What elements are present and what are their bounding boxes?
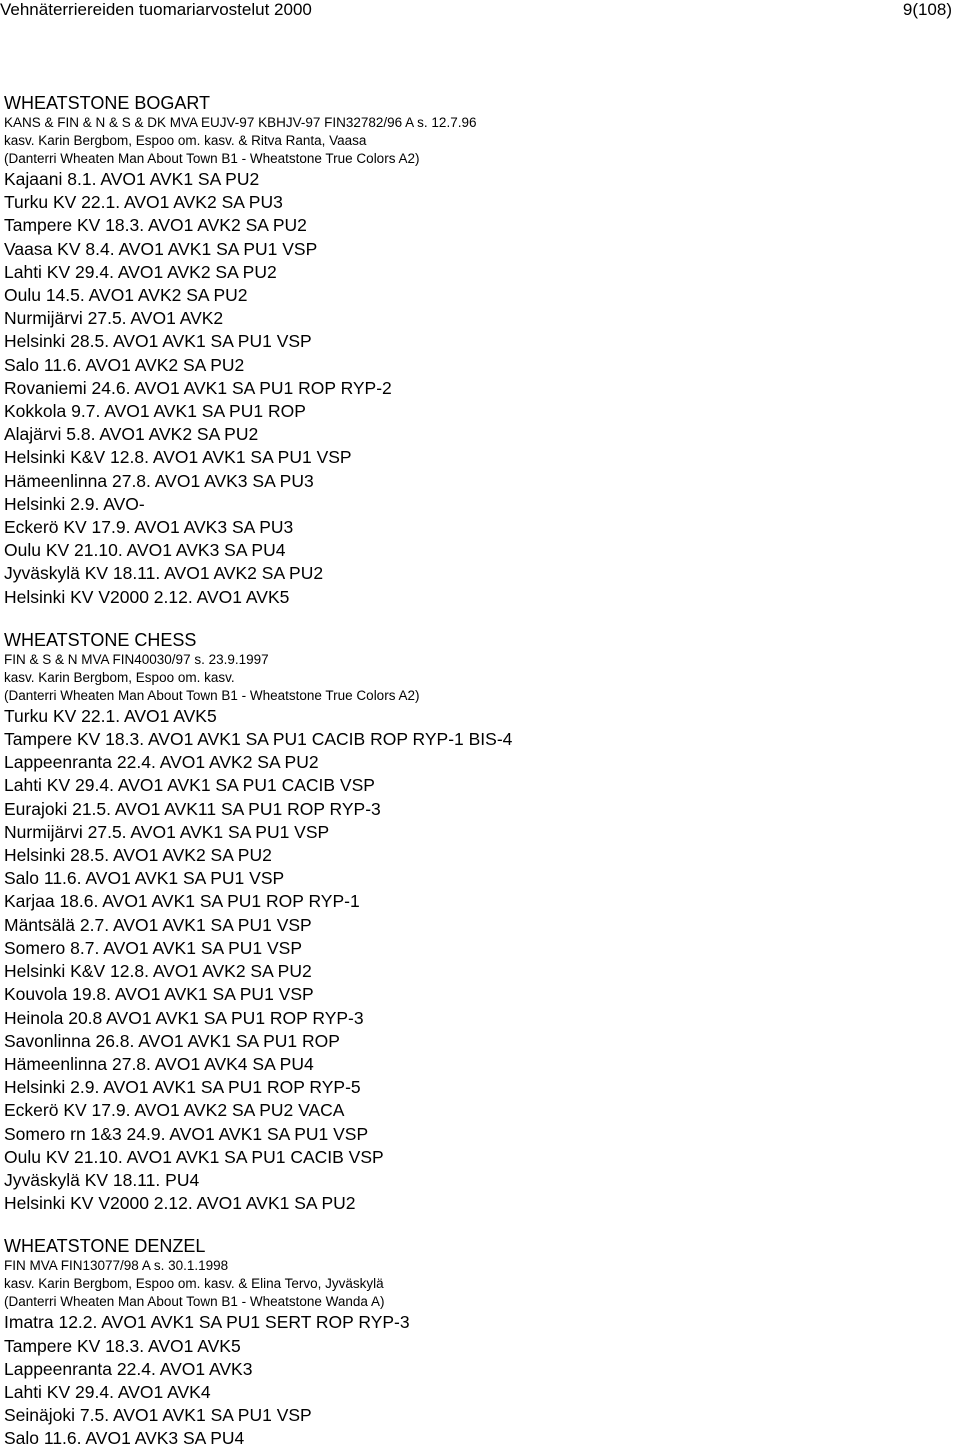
show-result: Oulu 14.5. AVO1 AVK2 SA PU2 [4,285,248,306]
show-result: Vaasa KV 8.4. AVO1 AVK1 SA PU1 VSP [4,238,318,259]
show-result: Salo 11.6. AVO1 AVK3 SA PU4 [4,1428,245,1449]
show-result: Rovaniemi 24.6. AVO1 AVK1 SA PU1 ROP RYP-2 [4,377,392,398]
dog-meta-line: FIN MVA FIN13077/98 A s. 30.1.1998 [4,1258,229,1274]
show-result: Helsinki KV V2000 2.12. AVO1 AVK5 [4,586,290,607]
show-result: Oulu KV 21.10. AVO1 AVK3 SA PU4 [4,540,286,561]
show-result: Tampere KV 18.3. AVO1 AVK2 SA PU2 [4,215,307,236]
show-result: Nurmijärvi 27.5. AVO1 AVK1 SA PU1 VSP [4,821,330,842]
show-result: Jyväskylä KV 18.11. AVO1 AVK2 SA PU2 [4,563,324,584]
dog-meta-line: kasv. Karin Bergbom, Espoo om. kasv. [4,669,235,685]
show-result: Eurajoki 21.5. AVO1 AVK11 SA PU1 ROP RYP-3 [4,798,381,819]
show-result: Jyväskylä KV 18.11. PU4 [4,1169,200,1190]
dog-meta-line: kasv. Karin Bergbom, Espoo om. kasv. & Ritva Ranta, Vaasa [4,133,367,148]
document-body [4,92,954,1451]
show-result: Oulu KV 21.10. AVO1 AVK1 SA PU1 CACIB VSP [4,1146,384,1167]
show-result: Helsinki KV V2000 2.12. AVO1 AVK1 SA PU2 [4,1193,356,1214]
show-result: Eckerö KV 17.9. AVO1 AVK3 SA PU3 [4,517,294,538]
show-result: Lappeenranta 22.4. AVO1 AVK3 [4,1358,253,1379]
show-result: Helsinki 28.5. AVO1 AVK2 SA PU2 [4,845,272,866]
show-result: Kajaani 8.1. AVO1 AVK1 SA PU2 [4,169,260,189]
show-result: Karjaa 18.6. AVO1 AVK1 SA PU1 ROP RYP-1 [4,891,360,912]
show-result: Mäntsälä 2.7. AVO1 AVK1 SA PU1 VSP [4,914,312,935]
show-result: Tampere KV 18.3. AVO1 AVK1 SA PU1 CACIB ROP RYP-1 BIS-4 [4,729,513,750]
show-result: Lahti KV 29.4. AVO1 AVK2 SA PU2 [4,261,277,282]
show-result: Kokkola 9.7. AVO1 AVK1 SA PU1 ROP [4,401,306,422]
show-result: Nurmijärvi 27.5. AVO1 AVK2 [4,308,224,329]
show-result: Kouvola 19.8. AVO1 AVK1 SA PU1 VSP [4,984,314,1005]
show-result: Helsinki 2.9. AVO1 AVK1 SA PU1 ROP RYP-5 [4,1077,361,1098]
show-result: Tampere KV 18.3. AVO1 AVK5 [4,1335,241,1356]
show-result: Helsinki K&V 12.8. AVO1 AVK1 SA PU1 VSP [4,447,352,468]
dog-name: WHEATSTONE CHESS [4,629,197,650]
dog-meta-line: FIN & S & N MVA FIN40030/97 s. 23.9.1997 [4,651,269,667]
show-result: Helsinki 28.5. AVO1 AVK1 SA PU1 VSP [4,331,312,352]
show-result: Heinola 20.8 AVO1 AVK1 SA PU1 ROP RYP-3 [4,1007,364,1028]
dog-entry [4,629,954,1215]
dog-meta-line: kasv. Karin Bergbom, Espoo om. kasv. & Elina Tervo, Jyväskylä [4,1276,384,1292]
show-result: Turku KV 22.1. AVO1 AVK2 SA PU3 [4,192,283,213]
show-result: Alajärvi 5.8. AVO1 AVK2 SA PU2 [4,424,259,445]
dog-meta-line: (Danterri Wheaten Man About Town B1 - Wheatstone True Colors A2) [4,151,420,166]
show-result: Lappeenranta 22.4. AVO1 AVK2 SA PU2 [4,752,319,773]
show-result: Seinäjoki 7.5. AVO1 AVK1 SA PU1 VSP [4,1405,312,1426]
show-result: Helsinki 2.9. AVO- [4,493,145,514]
show-result: Hämeenlinna 27.8. AVO1 AVK3 SA PU3 [4,470,314,491]
show-result: Salo 11.6. AVO1 AVK2 SA PU2 [4,354,245,375]
show-result: Lahti KV 29.4. AVO1 AVK1 SA PU1 CACIB VSP [4,775,375,796]
show-result: Eckerö KV 17.9. AVO1 AVK2 SA PU2 VACA [4,1100,345,1121]
show-result: Hämeenlinna 27.8. AVO1 AVK4 SA PU4 [4,1053,314,1074]
page-header [0,0,960,20]
show-result: Salo 11.6. AVO1 AVK1 SA PU1 VSP [4,868,285,889]
document-title: Vehnäterriereiden tuomariarvostelut 2000 [0,0,312,19]
dog-meta-line: KANS & FIN & N & S & DK MVA EUJV-97 KBHJV-97 FIN32782/96 A s. 12.7.96 [4,115,477,130]
dog-name: WHEATSTONE DENZEL [4,1236,206,1257]
show-result: Somero 8.7. AVO1 AVK1 SA PU1 VSP [4,937,302,958]
show-result: Turku KV 22.1. AVO1 AVK5 [4,705,217,726]
dog-meta-line: (Danterri Wheaten Man About Town B1 - Wheatstone Wanda A) [4,1294,385,1310]
show-result: Helsinki K&V 12.8. AVO1 AVK2 SA PU2 [4,961,312,982]
show-result: Imatra 12.2. AVO1 AVK1 SA PU1 SERT ROP RYP-3 [4,1312,410,1333]
show-result: Savonlinna 26.8. AVO1 AVK1 SA PU1 ROP [4,1030,340,1051]
dog-name: WHEATSTONE BOGART [4,93,211,113]
dog-meta-line: (Danterri Wheaten Man About Town B1 - Wheatstone True Colors A2) [4,687,420,703]
dog-entry [4,92,954,609]
show-result: Lahti KV 29.4. AVO1 AVK4 [4,1381,211,1402]
show-result: Somero rn 1&3 24.9. AVO1 AVK1 SA PU1 VSP [4,1123,369,1144]
page-number: 9(108) [902,0,952,19]
dog-entry [4,1235,954,1450]
